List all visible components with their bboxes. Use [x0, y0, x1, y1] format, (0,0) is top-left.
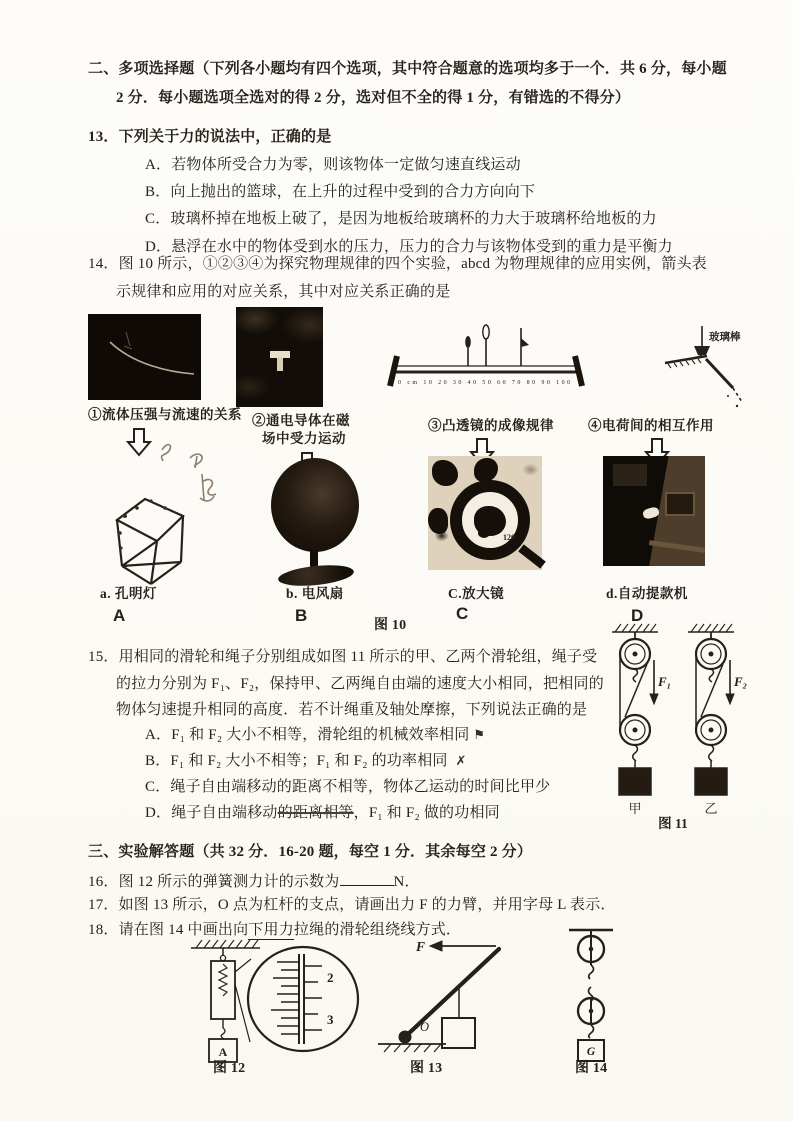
section3-heading: 三、实验解答题（共 32 分．16-20 题，每空 1 分．其余每空 2 分）: [88, 844, 533, 860]
figure11-label: 图 11: [658, 816, 688, 831]
q13-stem: 13．下列关于力的说法中，正确的是: [88, 129, 332, 145]
fan-base: [277, 562, 355, 589]
q15-option-a: [145, 726, 485, 745]
stamp-denomination: 120: [503, 533, 515, 542]
figure14-pulleys-diagram: [563, 925, 625, 1065]
q16-post: N．: [393, 874, 420, 890]
atm-photo: [603, 456, 705, 566]
pulley-jia-label: 甲: [628, 801, 642, 816]
experiment1-caption: ①流体压强与流速的关系: [88, 407, 242, 422]
q13-option-a: A．若物体所受合力为零，则该物体一定做匀速直线运动: [145, 157, 521, 173]
app-b-caption: b. 电风扇: [286, 586, 344, 601]
section2-heading-line2: 2 分．每小题选项全选对的得 2 分，选对但不全的得 1 分，有错选的不得分）: [116, 90, 631, 106]
q15-option-c: C．绳子自由端移动的距离不相等，物体乙运动的时间比甲少: [145, 779, 551, 795]
rooster-silhouette: [474, 458, 498, 482]
q13-option-d: D．悬浮在水中的物体受到水的压力，压力的合力与该物体受到的重力是平衡力: [145, 239, 673, 255]
q13-option-c: C．玻璃杯掉在地板上破了，是因为地板给玻璃杯的力大于玻璃杯给地板的力: [145, 211, 657, 227]
pencil-x-mark: ✗: [455, 754, 467, 769]
fig13-pivot-o-label: O: [420, 1020, 430, 1034]
magnifier-handle: [518, 544, 546, 568]
app-a-letter: A: [113, 606, 126, 625]
app-a-caption: a. 孔明灯: [100, 586, 157, 601]
photo-conductor-magnetic-field: [236, 307, 323, 407]
experiment2-caption-line2: 场中受力运动: [262, 431, 346, 446]
q13-option-b: B．向上抛出的篮球，在上升的过程中受到的合力方向向下: [145, 184, 536, 200]
figure14-label: 图 14: [575, 1061, 608, 1076]
figure13-lever-diagram: [372, 930, 537, 1062]
section2-heading-line1: 二、多项选择题（下列各小题均有四个选项，其中符合题意的选项均多于一个．共 6 分，每小题: [88, 61, 727, 77]
rooster-silhouette: [428, 508, 448, 534]
force-f2-label: F₂: [734, 674, 748, 689]
q15-option-d-post: ，F₁ 和 F₂ 做的功相同: [353, 805, 500, 821]
fig12-scale-number-2: 2: [327, 970, 334, 985]
app-b-letter: B: [295, 606, 308, 625]
q18-pre: 18．请在图 14 中画出向: [88, 922, 249, 938]
q15-option-d-struck: 的距离相等: [277, 805, 354, 821]
figure11-pulley-diagram: [596, 616, 748, 830]
fig12-block-a-label: A: [218, 1045, 228, 1059]
force-f1-label: F₁: [658, 674, 672, 689]
magnified-rooster-detail: [478, 528, 490, 538]
q16-pre: 16．图 12 所示的弹簧测力计的示数为: [88, 874, 340, 890]
optical-bench-drawing: [388, 320, 584, 402]
glass-rod-sketch: [607, 322, 745, 410]
q14-stem-line2: 示规律和应用的对应关系，其中对应关系正确的是: [116, 284, 451, 300]
experiment4-caption: ④电荷间的相互作用: [588, 418, 714, 433]
down-arrow-icon: [127, 428, 151, 456]
atm-screen: [613, 464, 647, 486]
magnifier-lens: [450, 480, 530, 560]
q16-text: [88, 872, 420, 892]
q15-option-d-pre: D．绳子自由端移动: [145, 805, 278, 821]
glass-rod-label: 玻璃棒: [709, 332, 741, 343]
bench-ruler-text: 0 cm 10 20 30 40 50 60 70 80 90 100: [398, 380, 570, 386]
fluid-photo-streak: [88, 314, 201, 400]
q15-stem-line3: 物体匀速提升相同的高度．若不计绳重及轴处摩擦，下列说法正确的是: [116, 702, 588, 718]
pulley-yi-label: 乙: [704, 801, 718, 816]
experiment2-caption-line1: ②通电导体在磁: [252, 413, 350, 428]
figure12-spring-scale: [165, 938, 365, 1062]
app-c-caption: C.放大镜: [448, 586, 505, 601]
app-d-caption: d.自动提款机: [606, 586, 688, 601]
q15-option-b: [145, 752, 467, 771]
rooster-silhouette: [432, 460, 458, 486]
q15-option-a-text: A．F₁ 和 F₂ 大小不相等，滑轮组的机械效率相同: [145, 727, 470, 743]
figure12-label: 图 12: [213, 1061, 246, 1076]
atm-hand-highlight: [642, 506, 660, 520]
q18-post: 拉绳的滑轮组绕线方式．: [293, 922, 462, 938]
atm-ledge: [649, 540, 705, 553]
photo-fluid-pressure-experiment: [88, 314, 201, 400]
fig13-force-f-label: F: [416, 939, 426, 954]
app-d-letter: D: [631, 606, 644, 625]
q18-underlined: 下用力: [248, 922, 294, 938]
fig12-scale-number-3: 3: [327, 1012, 334, 1027]
q16-answer-blank: [340, 872, 394, 886]
sky-lantern-drawing: [95, 486, 195, 591]
figure13-label: 图 13: [410, 1061, 443, 1076]
experiment3-caption: ③凸透镜的成像规律: [428, 418, 554, 433]
q15-stem-line1: 15．用相同的滑轮和绳子分别组成如图 11 所示的甲、乙两个滑轮组，绳子受: [88, 649, 598, 665]
fan-head: [271, 458, 359, 552]
q15-option-b-text: B．F₁ 和 F₂ 大小不相等；F₁ 和 F₂ 的功率相同: [145, 753, 448, 769]
conductor-photo-highlight-stem: [277, 357, 283, 371]
app-c-letter: C: [456, 604, 469, 623]
fig14-weight-g-label: G: [586, 1046, 596, 1058]
q14-stem-line1: 14．图 10 所示，①②③④为探究物理规律的四个实验，abcd 为物理规律的应用实例，箭头表: [88, 256, 707, 272]
magnifier-stamp-photo: [428, 456, 542, 570]
q15-stem-line2: 的拉力分别为 F₁、F₂，保持甲、乙两绳自由端的速度大小相同，把相同的: [116, 676, 604, 692]
q15-option-d: [145, 804, 500, 823]
figure10-label: 图 10: [374, 618, 407, 633]
electric-fan-photo: [268, 458, 363, 586]
pencil-flag-mark: ⚑: [473, 728, 486, 743]
q17-text: 17．如图 13 所示，O 点为杠杆的支点，请画出力 F 的力臂，并用字母 L 表示．: [88, 897, 616, 913]
atm-keypad: [665, 492, 695, 516]
